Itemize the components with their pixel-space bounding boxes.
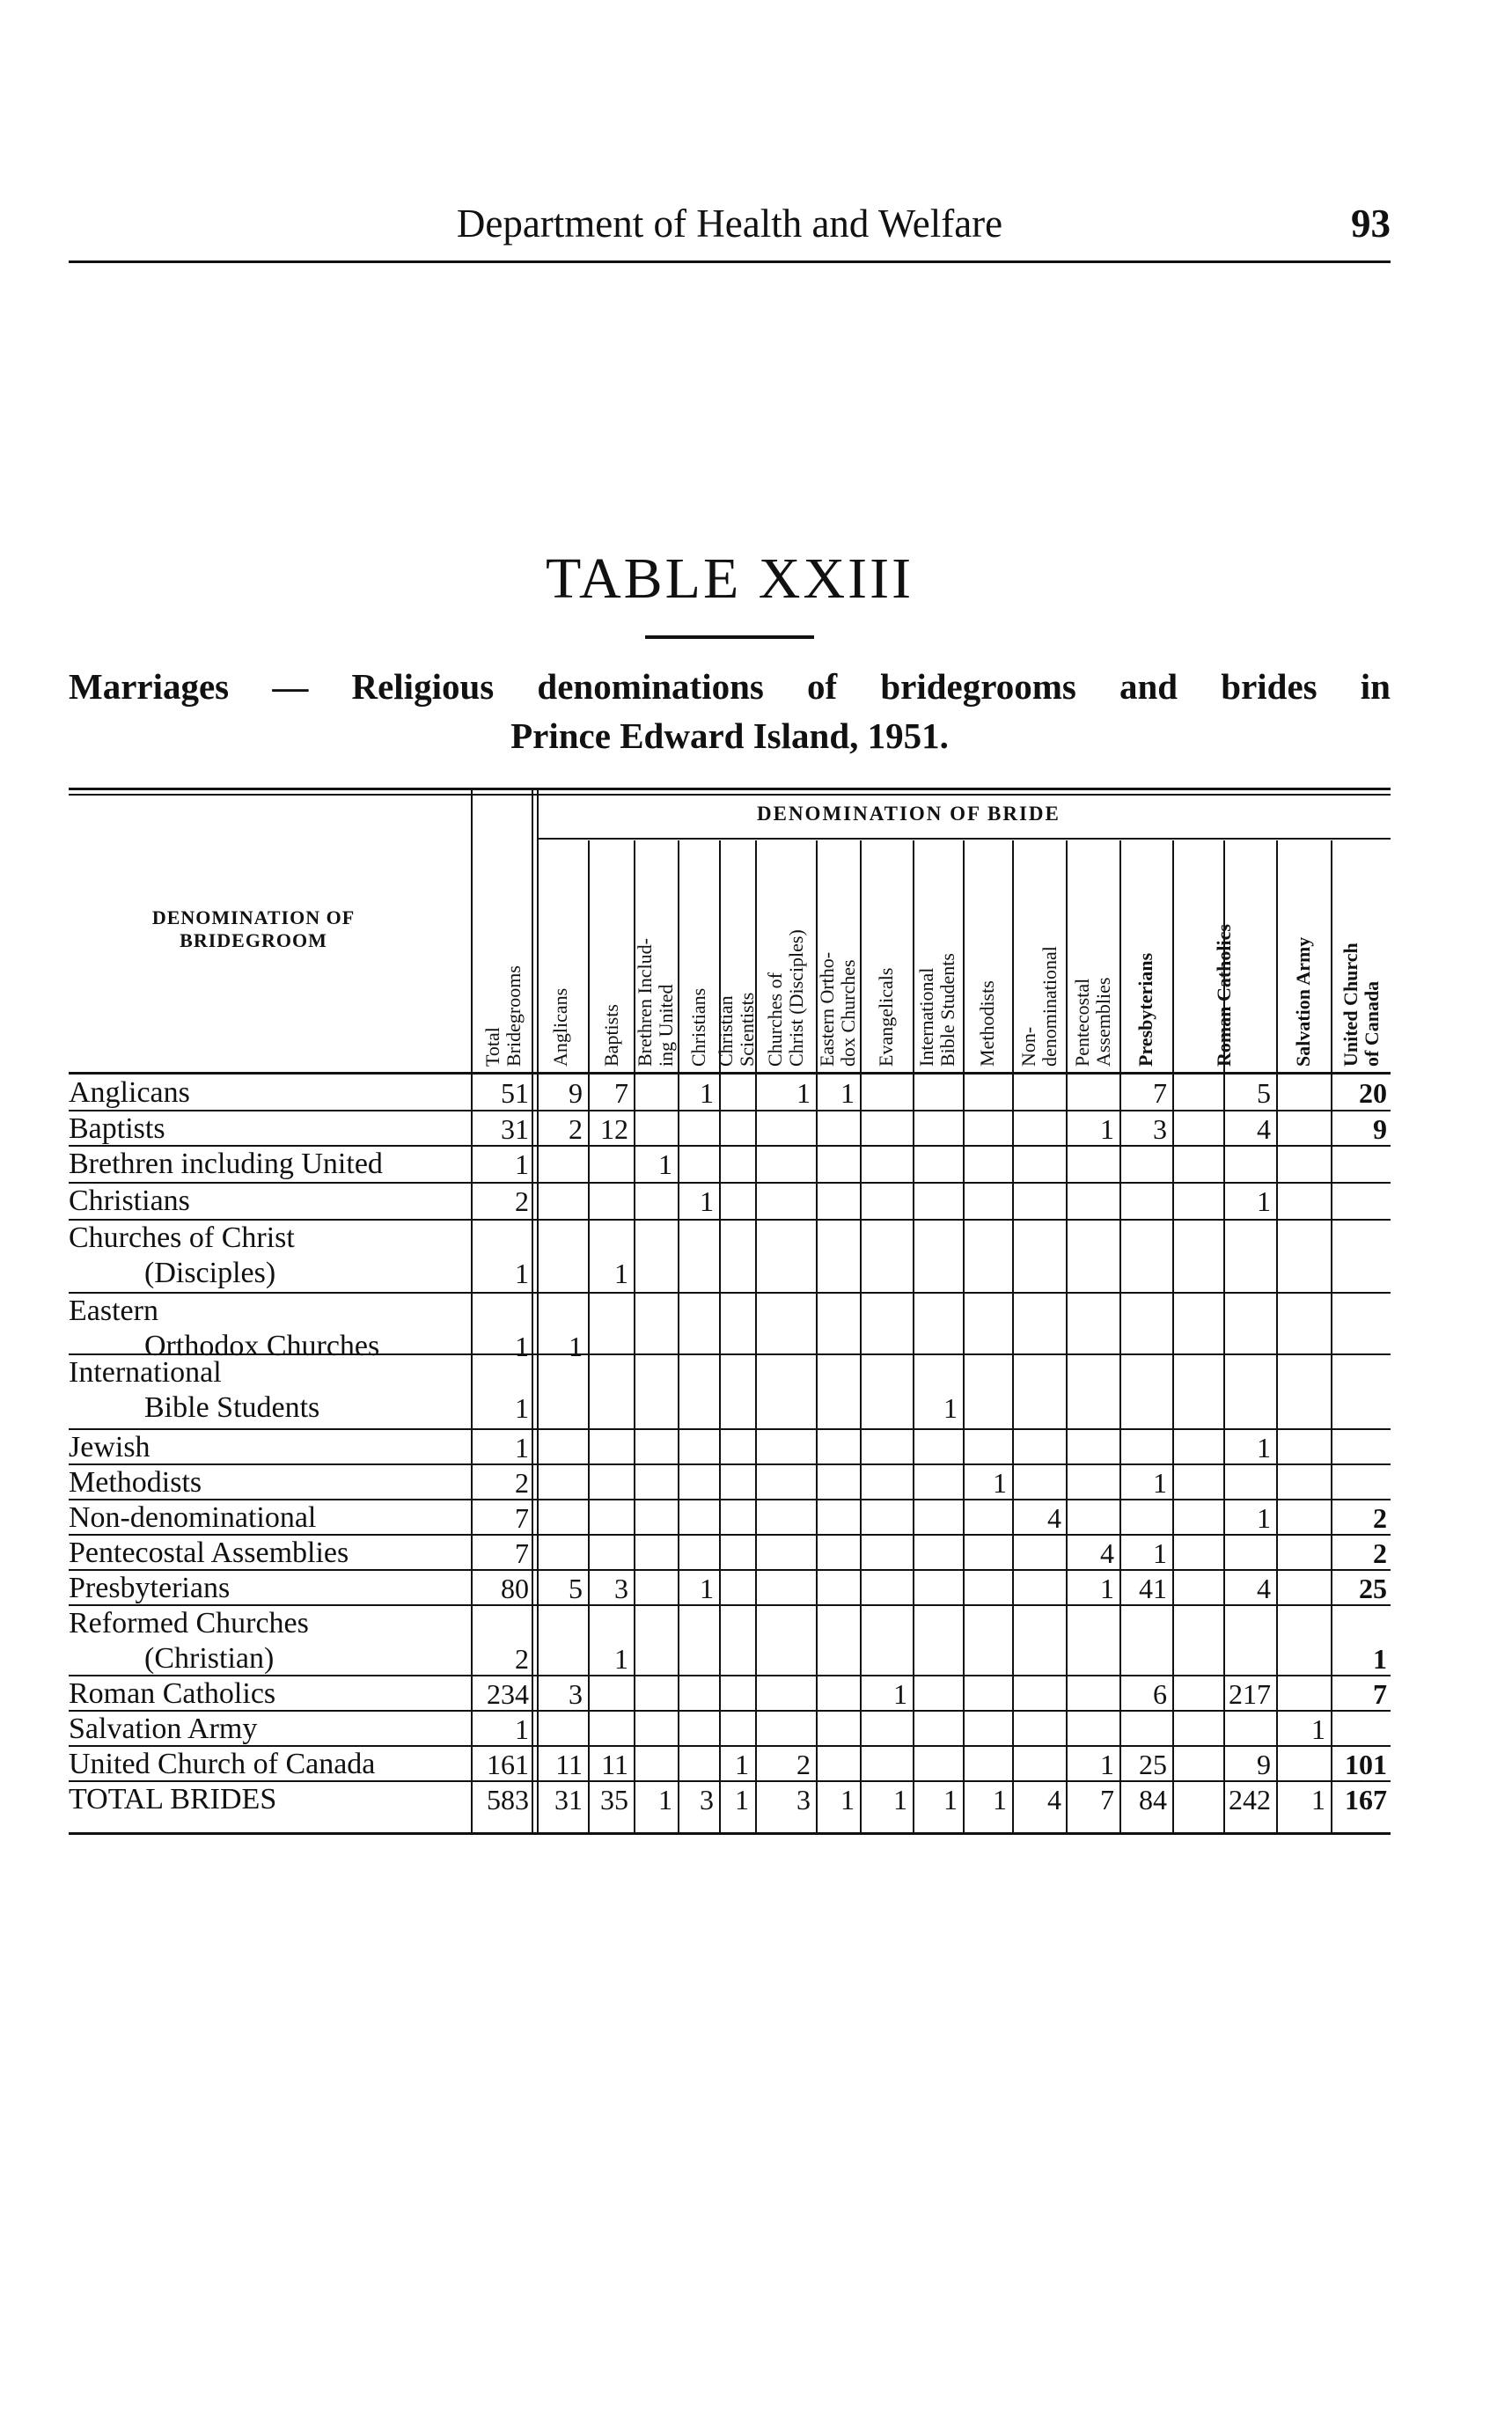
table-cell: 1 bbox=[1153, 1467, 1167, 1499]
table-cell: 9 bbox=[1257, 1749, 1271, 1780]
running-head-title: Department of Health and Welfare bbox=[456, 202, 1003, 246]
table-cell: 35 bbox=[600, 1784, 628, 1815]
column-heading-anglicans bbox=[536, 847, 585, 1067]
column-heading-christian_scientists bbox=[712, 847, 761, 1067]
table-cell: 20 bbox=[1359, 1077, 1387, 1109]
row-label-text: Methodists bbox=[69, 1466, 202, 1499]
column-heading-line: Baptists bbox=[600, 1004, 622, 1067]
row-label-text: Non-denominational bbox=[69, 1501, 317, 1534]
table-cell: 1 bbox=[993, 1467, 1007, 1499]
column-heading-line: Bridegrooms bbox=[502, 965, 525, 1067]
row-label-text: (Disciples) bbox=[144, 1257, 276, 1289]
column-heading-line: Churches of bbox=[763, 972, 786, 1067]
table-cell: 1 bbox=[1311, 1784, 1325, 1815]
table-cell: 3 bbox=[614, 1573, 628, 1604]
table-cell: 1 bbox=[614, 1258, 628, 1289]
table-cell: 7 bbox=[1373, 1678, 1387, 1710]
table-cell: 31 bbox=[501, 1113, 529, 1145]
row-label bbox=[69, 1294, 158, 1329]
row-label bbox=[144, 1256, 275, 1291]
column-heading-line: Brethren Includ- bbox=[634, 938, 656, 1067]
table-cell: 1 bbox=[700, 1573, 714, 1604]
row-label-text: Pentecostal Assemblies bbox=[69, 1537, 349, 1569]
groom-heading: DENOMINATION OF BRIDEGROOM bbox=[151, 906, 356, 951]
row-rule-1 bbox=[69, 1110, 1391, 1111]
table-cell: 3 bbox=[796, 1784, 811, 1815]
table-cell: 161 bbox=[487, 1749, 529, 1780]
row-label-text: Baptists bbox=[69, 1112, 165, 1145]
row-label-text: Bible Students bbox=[144, 1391, 320, 1424]
row-label bbox=[69, 1147, 383, 1182]
column-heading-roman_catholics bbox=[1200, 847, 1249, 1067]
table-cell: 9 bbox=[1373, 1113, 1387, 1145]
column-heading-baptists bbox=[587, 847, 636, 1067]
column-heading-line: Christ (Disciples) bbox=[784, 929, 807, 1067]
table-cell: 1 bbox=[1153, 1537, 1167, 1569]
table-cell: 25 bbox=[1359, 1573, 1387, 1604]
column-heading-line: Pentecostal bbox=[1070, 978, 1093, 1067]
column-heading-brethren bbox=[631, 847, 680, 1067]
table-cell: 2 bbox=[1373, 1537, 1387, 1569]
table-cell: 7 bbox=[515, 1537, 529, 1569]
row-rule-8 bbox=[69, 1463, 1391, 1465]
table-cell: 41 bbox=[1139, 1573, 1167, 1604]
table-cell: 1 bbox=[840, 1784, 855, 1815]
column-heading-line: Salvation Army bbox=[1292, 936, 1314, 1067]
table-cell: 101 bbox=[1345, 1749, 1387, 1780]
column-heading-line: ing United bbox=[655, 984, 677, 1067]
column-heading-line: Methodists bbox=[975, 980, 998, 1067]
row-label bbox=[69, 1075, 190, 1111]
table-cell: 4 bbox=[1047, 1502, 1061, 1534]
column-divider-12 bbox=[1172, 840, 1174, 1835]
row-label-text: United Church of Canada bbox=[69, 1748, 376, 1780]
table-cell: 1 bbox=[515, 1258, 529, 1289]
column-heading-ibs bbox=[913, 847, 962, 1067]
table-cell: 4 bbox=[1257, 1573, 1271, 1604]
column-heading-line: Anglicans bbox=[549, 987, 571, 1067]
column-divider-14 bbox=[1276, 840, 1278, 1835]
row-label bbox=[144, 1390, 319, 1426]
table-cell: 1 bbox=[658, 1784, 672, 1815]
column-heading-line: Eastern Ortho- bbox=[815, 951, 838, 1067]
table-top-rule bbox=[69, 788, 1391, 790]
row-label bbox=[69, 1536, 349, 1571]
table-cell: 1 bbox=[700, 1077, 714, 1109]
row-label-text: International bbox=[69, 1356, 222, 1389]
row-label bbox=[69, 1221, 295, 1256]
table-cell: 2 bbox=[796, 1749, 811, 1780]
row-rule-5 bbox=[69, 1292, 1391, 1294]
column-heading-line: Total bbox=[481, 1027, 503, 1067]
bride-group-heading: DENOMINATION OF BRIDE bbox=[757, 803, 1061, 825]
table-cell: 2 bbox=[515, 1643, 529, 1675]
running-head bbox=[69, 201, 1391, 253]
row-label bbox=[69, 1747, 375, 1782]
row-label-text: Salvation Army bbox=[69, 1713, 258, 1745]
row-label bbox=[69, 1111, 165, 1147]
table-bottom-rule bbox=[69, 1832, 1391, 1835]
column-heading-presbyterians bbox=[1121, 847, 1171, 1067]
table-cell: 7 bbox=[1153, 1077, 1167, 1109]
table-cell: 6 bbox=[1153, 1678, 1167, 1710]
table-cell: 1 bbox=[943, 1392, 958, 1424]
table-cell: 1 bbox=[1311, 1713, 1325, 1745]
table-cell: 1 bbox=[893, 1784, 907, 1815]
table-cell: 5 bbox=[569, 1573, 583, 1604]
table-cell: 31 bbox=[554, 1784, 583, 1815]
column-heading-line: Non- bbox=[1017, 1026, 1039, 1067]
table-cell: 5 bbox=[1257, 1077, 1271, 1109]
column-heading-nondenominational bbox=[1015, 847, 1064, 1067]
table-cell: 9 bbox=[569, 1077, 583, 1109]
table-cell: 1 bbox=[515, 1432, 529, 1463]
row-label bbox=[69, 1500, 316, 1536]
row-rule-3 bbox=[69, 1182, 1391, 1184]
column-divider-10 bbox=[1066, 840, 1068, 1835]
table-cell: 7 bbox=[1100, 1784, 1114, 1815]
table-cell: 3 bbox=[569, 1678, 583, 1710]
row-label-text: (Christian) bbox=[144, 1642, 275, 1675]
table-title: TABLE XXIII bbox=[545, 546, 914, 611]
table-cell: 234 bbox=[487, 1678, 529, 1710]
header-rule bbox=[69, 260, 1391, 263]
column-heading-line: Assemblies bbox=[1091, 977, 1114, 1067]
row-rule-7 bbox=[69, 1428, 1391, 1430]
table-cell: 4 bbox=[1100, 1537, 1114, 1569]
row-label-text: Presbyterians bbox=[69, 1572, 231, 1604]
row-label-text: Roman Catholics bbox=[69, 1677, 276, 1710]
table-top-rule-2 bbox=[69, 794, 1391, 796]
table-cell: 2 bbox=[569, 1113, 583, 1145]
column-heading-total bbox=[479, 847, 528, 1067]
row-label bbox=[69, 1355, 222, 1390]
column-heading-united_church bbox=[1337, 847, 1386, 1067]
row-label bbox=[69, 1712, 257, 1747]
column-heading-salvation_army bbox=[1279, 847, 1328, 1067]
table-cell: 11 bbox=[555, 1749, 583, 1780]
row-label-text: TOTAL BRIDES bbox=[69, 1783, 277, 1815]
table-cell: 1 bbox=[700, 1185, 714, 1217]
table-cell: 80 bbox=[501, 1573, 529, 1604]
table-cell: 1 bbox=[893, 1678, 907, 1710]
table-cell: 1 bbox=[1257, 1432, 1271, 1463]
table-cell: 12 bbox=[600, 1113, 628, 1145]
row-label bbox=[69, 1782, 276, 1817]
table-cell: 1 bbox=[569, 1331, 583, 1362]
table-cell: 11 bbox=[601, 1749, 628, 1780]
table-cell: 3 bbox=[700, 1784, 714, 1815]
column-heading-line: Roman Catholics bbox=[1212, 924, 1235, 1067]
column-heading-line: Scientists bbox=[735, 992, 758, 1067]
column-heading-evangelicals bbox=[862, 847, 911, 1067]
column-heading-pentecostal bbox=[1068, 847, 1118, 1067]
column-heading-line: United Church bbox=[1339, 943, 1362, 1067]
table-cell: 1 bbox=[796, 1077, 811, 1109]
column-heading-methodists bbox=[963, 847, 1012, 1067]
column-heading-line: Evangelicals bbox=[874, 967, 897, 1067]
row-label bbox=[69, 1465, 202, 1500]
row-label-text: Orthodox Churches bbox=[144, 1330, 380, 1362]
table-cell: 2 bbox=[515, 1185, 529, 1217]
column-heading-line: Christians bbox=[686, 987, 709, 1067]
table-cell: 1 bbox=[1100, 1573, 1114, 1604]
row-label bbox=[69, 1676, 275, 1712]
table-cell: 1 bbox=[515, 1713, 529, 1745]
column-heading-line: of Canada bbox=[1360, 980, 1383, 1067]
table-caption bbox=[69, 662, 1391, 760]
row-label-text: Eastern bbox=[69, 1295, 158, 1327]
table-cell: 1 bbox=[993, 1784, 1007, 1815]
table-cell: 1 bbox=[1257, 1502, 1271, 1534]
table-cell: 2 bbox=[515, 1467, 529, 1499]
caption-line-2: Prince Edward Island, 1951. bbox=[510, 715, 949, 756]
table-cell: 242 bbox=[1229, 1784, 1271, 1815]
column-heading-churches_of_christ bbox=[761, 847, 811, 1067]
row-label bbox=[69, 1184, 190, 1219]
row-label bbox=[69, 1606, 309, 1641]
column-heading-line: denominational bbox=[1039, 946, 1061, 1067]
column-divider-9 bbox=[1012, 840, 1014, 1835]
table-cell: 3 bbox=[1153, 1113, 1167, 1145]
column-heading-line: Presbyterians bbox=[1134, 952, 1156, 1067]
table-cell: 1 bbox=[1100, 1749, 1114, 1780]
table-cell: 1 bbox=[735, 1749, 749, 1780]
table-cell: 1 bbox=[1100, 1113, 1114, 1145]
row-label bbox=[69, 1430, 150, 1465]
table-cell: 1 bbox=[658, 1148, 672, 1180]
row-label-text: Jewish bbox=[69, 1431, 150, 1463]
table-cell: 51 bbox=[501, 1077, 529, 1109]
row-label bbox=[144, 1641, 274, 1676]
table-cell: 1 bbox=[943, 1784, 958, 1815]
row-label-text: Christians bbox=[69, 1185, 190, 1217]
bride-heading-rule bbox=[537, 838, 1391, 840]
row-label-text: Anglicans bbox=[69, 1076, 190, 1109]
table-cell: 1 bbox=[735, 1784, 749, 1815]
table-cell: 2 bbox=[1373, 1502, 1387, 1534]
row-label-text: Reformed Churches bbox=[69, 1607, 309, 1639]
table-cell: 7 bbox=[515, 1502, 529, 1534]
table-cell: 1 bbox=[515, 1331, 529, 1362]
table-cell: 4 bbox=[1047, 1784, 1061, 1815]
table-cell: 1 bbox=[614, 1643, 628, 1675]
column-heading-eastern_orthodox bbox=[813, 847, 862, 1067]
row-label bbox=[69, 1571, 230, 1606]
page-number: 93 bbox=[1351, 202, 1391, 246]
table-cell: 583 bbox=[487, 1784, 529, 1815]
table-cell: 25 bbox=[1139, 1749, 1167, 1780]
table-cell: 217 bbox=[1229, 1678, 1271, 1710]
column-heading-line: Christian bbox=[714, 995, 737, 1067]
column-heading-line: Bible Students bbox=[936, 953, 958, 1067]
column-heading-line: International bbox=[915, 967, 937, 1067]
table-cell: 1 bbox=[515, 1392, 529, 1424]
table-cell: 1 bbox=[1373, 1643, 1387, 1675]
title-rule bbox=[645, 635, 814, 639]
column-heading-line: dox Churches bbox=[836, 959, 859, 1067]
table-cell: 7 bbox=[614, 1077, 628, 1109]
table-cell: 1 bbox=[1257, 1185, 1271, 1217]
table-cell: 84 bbox=[1139, 1784, 1167, 1815]
table-cell: 1 bbox=[840, 1077, 855, 1109]
row-label-text: Churches of Christ bbox=[69, 1221, 295, 1254]
table-cell: 1 bbox=[515, 1148, 529, 1180]
table-cell: 167 bbox=[1345, 1784, 1387, 1815]
header-bottom-rule bbox=[69, 1072, 1391, 1075]
row-label-text: Brethren including United bbox=[69, 1148, 383, 1180]
caption-line-1: Marriages — Religious denominations of bridegrooms and brides in bbox=[69, 666, 1391, 707]
table-cell: 4 bbox=[1257, 1113, 1271, 1145]
